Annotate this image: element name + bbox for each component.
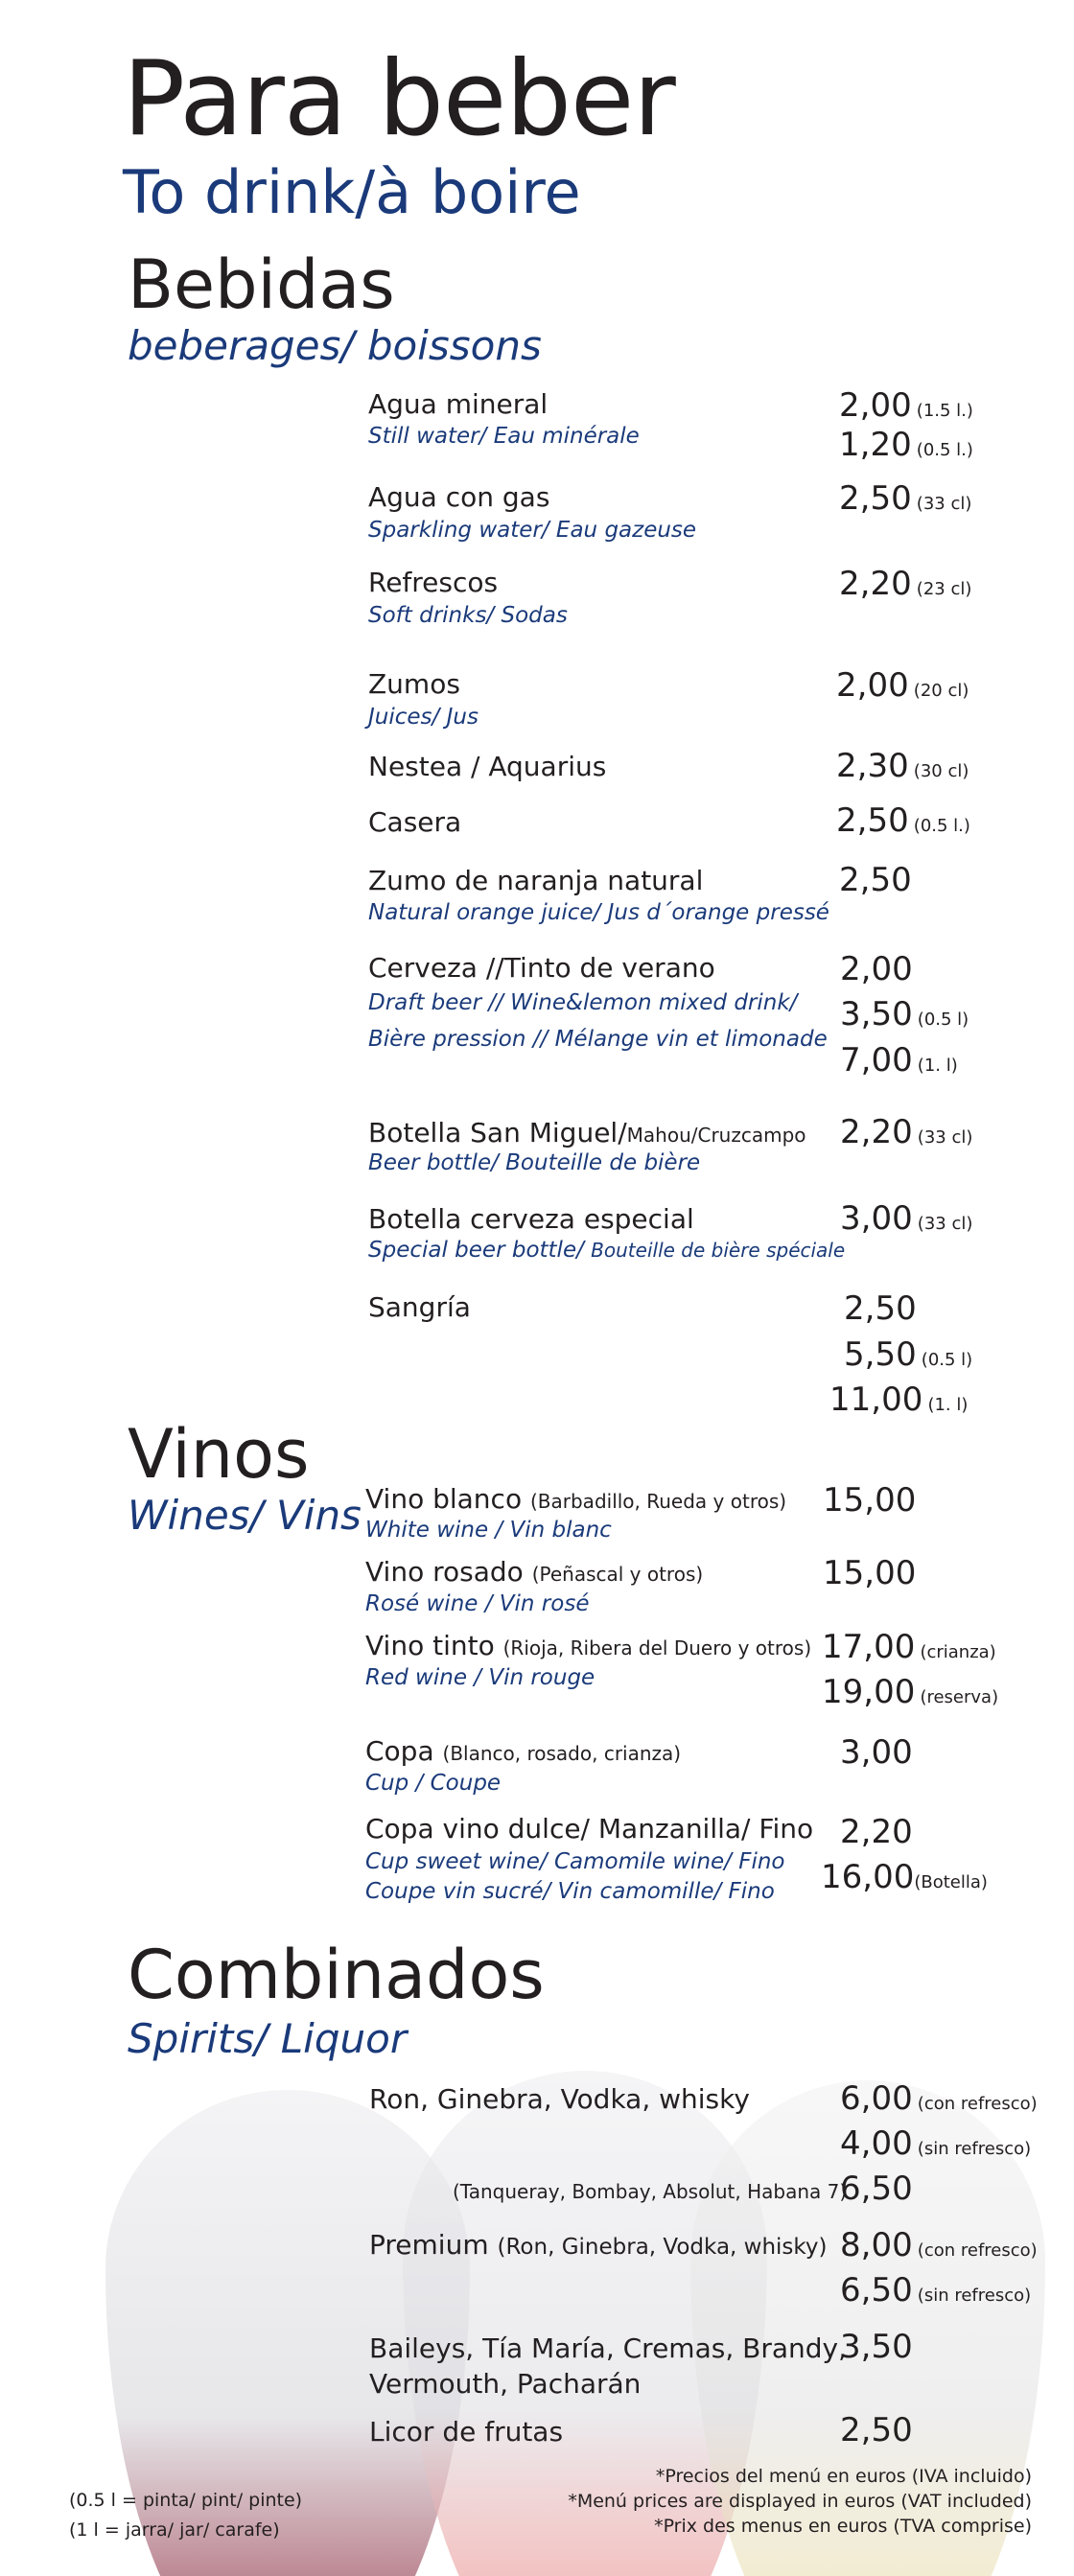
menu-item-name: Premium (Ron, Ginebra, Vodka, whisky)	[369, 2229, 828, 2261]
menu-item-price: 3,00	[840, 1733, 913, 1772]
menu-item-price: 15,00	[823, 1481, 917, 1520]
menu-item-price: 2,00 (20 cl)	[836, 666, 969, 705]
menu-item-desc: Natural orange juice/ Jus d´orange pressé	[368, 900, 829, 925]
menu-item-name: Licor de frutas	[369, 2416, 564, 2448]
menu-item-desc: Cup sweet wine/ Camomile wine/ Fino	[365, 1849, 785, 1874]
menu-item-price: 8,00 (con refresco)	[840, 2226, 1038, 2264]
menu-item-desc: White wine / Vin blanc	[365, 1518, 612, 1543]
menu-item-price: 17,00 (crianza)	[822, 1628, 996, 1666]
menu-item-desc: Soft drinks/ Sodas	[368, 603, 568, 628]
menu-item-note: (Tanqueray, Bombay, Absolut, Habana 7)	[453, 2180, 848, 2203]
menu-item-name: Zumos	[368, 668, 460, 700]
menu-item-price: 19,00 (reserva)	[822, 1673, 999, 1711]
menu-item-price: 4,00 (sin refresco)	[840, 2124, 1032, 2163]
menu-item-price: 3,50	[840, 2328, 913, 2366]
menu-item-price: 7,00 (1. l)	[840, 1041, 958, 1079]
footer-note-pint: (0.5 l = pinta/ pint/ pinte)	[69, 2490, 303, 2511]
menu-item-name: Sangría	[368, 1291, 471, 1323]
menu-item-name: Vino blanco (Barbadillo, Rueda y otros)	[365, 1483, 787, 1515]
section-subheading-vinos: Wines/ Vins	[128, 1492, 362, 1539]
footer-note-jar: (1 l = jarra/ jar/ carafe)	[69, 2519, 280, 2541]
menu-item-desc: Cup / Coupe	[365, 1771, 502, 1796]
menu-item-name: Vermouth, Pacharán	[369, 2368, 642, 2400]
menu-item-price: 2,30 (30 cl)	[836, 747, 969, 785]
menu-item-name: Agua con gas	[368, 481, 550, 513]
menu-item-name: Cerveza //Tinto de verano	[368, 952, 715, 984]
menu-item-name: Copa (Blanco, rosado, crianza)	[365, 1735, 682, 1767]
menu-item-price: 5,50 (0.5 l)	[844, 1335, 973, 1374]
menu-item-price: 1,20 (0.5 l.)	[839, 426, 973, 464]
menu-item-price: 2,20	[840, 1813, 913, 1851]
menu-item-price: 2,50	[840, 2411, 913, 2449]
menu-item-price: 3,50 (0.5 l)	[840, 995, 969, 1033]
menu-item-price: 2,50 (33 cl)	[839, 479, 972, 518]
menu-item-price: 2,00 (1.5 l.)	[839, 386, 973, 425]
menu-item-name: Agua mineral	[368, 388, 549, 420]
menu-item-name: Zumo de naranja natural	[368, 865, 704, 896]
menu-item-name: Ron, Ginebra, Vodka, whisky	[369, 2083, 750, 2115]
section-subheading-combinados: Spirits/ Liquor	[128, 2015, 408, 2062]
menu-item-desc: Draft beer // Wine&lemon mixed drink/	[368, 990, 798, 1015]
menu-item-name: Botella cerveza especial	[368, 1203, 694, 1235]
menu-item-desc: Special beer bottle/ Bouteille de bière spéciale	[368, 1238, 846, 1263]
menu-item-price: 6,50 (sin refresco)	[840, 2271, 1032, 2309]
menu-item-desc: Rosé wine / Vin rosé	[365, 1591, 590, 1616]
menu-item-price: 3,00 (33 cl)	[840, 1199, 973, 1238]
section-heading-combinados: Combinados	[128, 1936, 545, 2014]
menu-item-name: Copa vino dulce/ Manzanilla/ Fino	[365, 1813, 814, 1845]
menu-item-desc: Coupe vin sucré/ Vin camomille/ Fino	[365, 1879, 775, 1904]
menu-item-name: Vino tinto (Rioja, Ribera del Duero y otros)	[365, 1630, 812, 1661]
menu-item-name: Vino rosado (Peñascal y otros)	[365, 1556, 704, 1588]
menu-item-name: Refrescos	[368, 567, 499, 598]
menu-item-price: 2,50	[844, 1289, 917, 1328]
menu-item-name: Nestea / Aquarius	[368, 751, 607, 782]
page-title: Para beber	[123, 39, 675, 159]
menu-item-desc: Juices/ Jus	[368, 705, 479, 730]
page-subtitle: To drink/à boire	[123, 157, 581, 227]
menu-item-name: Casera	[368, 806, 462, 838]
menu-item-desc: Sparkling water/ Eau gazeuse	[368, 518, 697, 543]
menu-item-price: 6,50	[840, 2170, 913, 2208]
menu-item-price: 15,00	[823, 1554, 917, 1592]
menu-item-desc: Red wine / Vin rouge	[365, 1665, 595, 1690]
footer-price-note: *Precios del menú en euros (IVA incluido)	[655, 2466, 1032, 2487]
menu-item-desc: Still water/ Eau minérale	[368, 424, 640, 449]
menu-item-price: 2,50	[839, 861, 912, 899]
section-heading-vinos: Vinos	[128, 1415, 310, 1494]
footer-price-note: *Prix des menus en euros (TVA comprise)	[654, 2516, 1032, 2537]
footer-price-note: *Menú prices are displayed in euros (VAT included)	[568, 2491, 1032, 2512]
menu-item-price: 2,20 (33 cl)	[840, 1113, 973, 1151]
menu-item-desc: Bière pression // Mélange vin et limonade	[368, 1027, 828, 1052]
menu-item-price: 16,00(Botella)	[821, 1858, 988, 1896]
menu-item-price: 2,00	[840, 950, 913, 988]
menu-item-price: 2,50 (0.5 l.)	[836, 801, 970, 840]
menu-item-price: 6,00 (con refresco)	[840, 2079, 1038, 2118]
section-heading-bebidas: Bebidas	[128, 245, 395, 324]
menu-item-price: 2,20 (23 cl)	[839, 565, 972, 603]
section-subheading-bebidas: beberages/ boissons	[128, 322, 542, 369]
menu-item-name: Botella San Miguel/Mahou/Cruzcampo	[368, 1117, 806, 1149]
menu-item-price: 11,00 (1. l)	[829, 1381, 969, 1419]
menu-item-desc: Beer bottle/ Bouteille de bière	[368, 1150, 701, 1175]
menu-item-name: Baileys, Tía María, Cremas, Brandy,	[369, 2332, 847, 2364]
